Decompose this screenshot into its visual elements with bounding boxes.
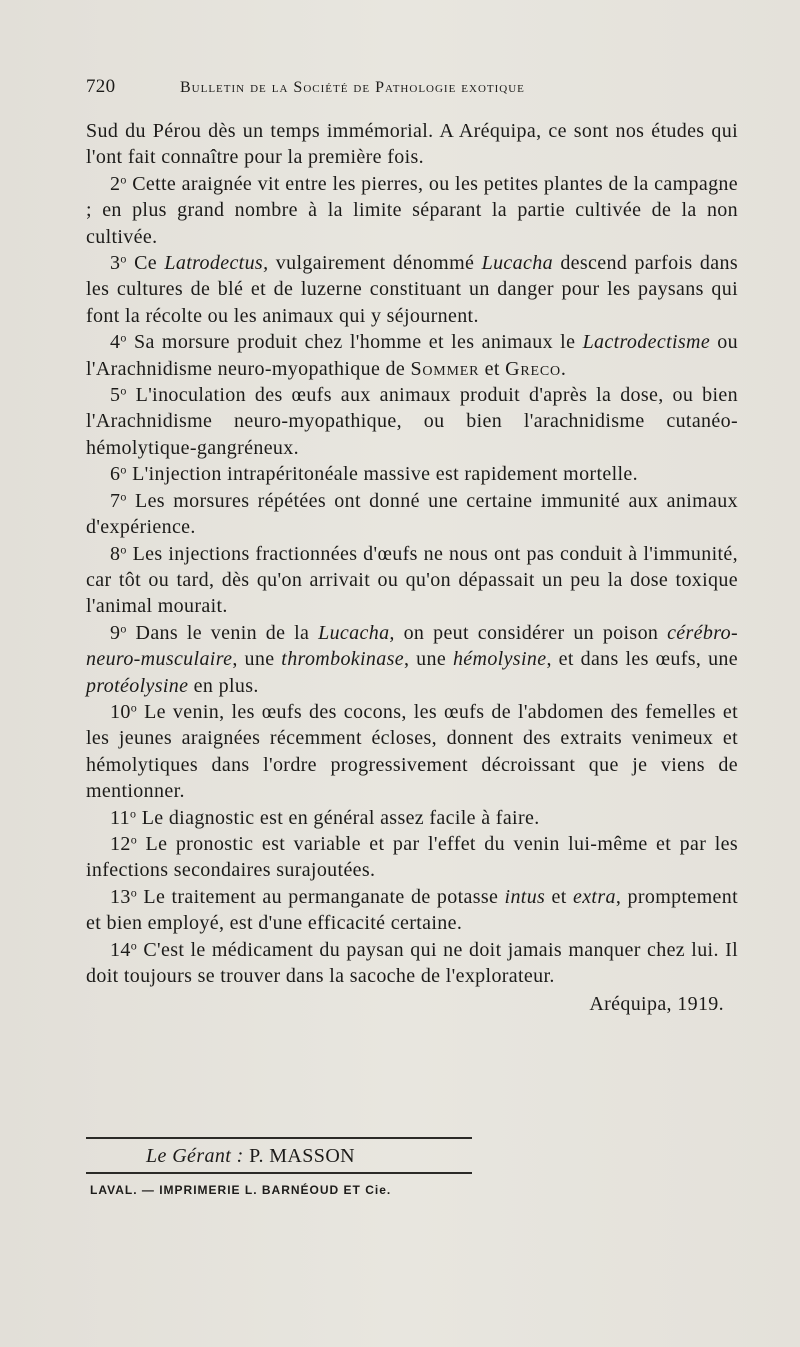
page-number: 720 <box>86 76 116 97</box>
gerant-name: P. MASSON <box>249 1145 356 1167</box>
footer-rule-bottom <box>86 1172 472 1174</box>
printer-imprint: LAVAL. — IMPRIMERIE L. BARNÉOUD ET Cie. <box>90 1183 392 1197</box>
list-item: 4$^o$ Sa morsure produit chez l'homme et les animaux le Lactrodectisme ou l'Arachnidisme neuro-myopathique de Sommer et Greco. <box>86 330 738 380</box>
list-item: 11$^o$ Le diagnostic est en général assez facile à faire. <box>110 805 540 829</box>
footer-rule-top <box>86 1137 472 1139</box>
item-number: 5$^o$ <box>110 383 127 407</box>
page-header <box>86 76 736 106</box>
item-number: 6$^o$ <box>110 462 127 486</box>
item-number: 9$^o$ <box>110 621 127 644</box>
item-number: 11$^o$ <box>110 805 137 829</box>
list-item: 5$^o$ L'inoculation des œufs aux animaux produit d'après la dose, ou bien l'Arachnidisme neuro-myopathique, ou bien l'arachnidisme cutanéo-hémolytique-gangréneux. <box>86 383 738 459</box>
gerant-line <box>146 1145 355 1168</box>
item-number: 10$^o$ <box>110 700 138 723</box>
item-number: 2$^o$ <box>110 172 127 195</box>
continuation-paragraph: Sud du Pérou dès un temps immémorial. A Aréquipa, ce sont nos études qui l'ont fait connaître pour la première fois. <box>86 120 738 169</box>
list-item: 13$^o$ Le traitement au permanganate de potasse intus et extra, promptement et bien employé, est d'une efficacité certaine. <box>86 885 738 935</box>
author-name: Greco <box>505 357 561 380</box>
list-item: 14$^o$ C'est le médicament du paysan qui ne doit jamais manquer chez lui. Il doit toujours se trouver dans la sacoche de l'explorateur. <box>86 938 738 987</box>
running-title: Bulletin de la Société de Pathologie exotique <box>180 79 525 96</box>
item-number: 8$^o$ <box>110 541 127 565</box>
list-item: 8$^o$ Les injections fractionnées d'œufs ne nous ont pas conduit à l'immunité, car tôt ou tard, dès qu'on arrivait ou qu'on dépassait un peu la dose toxique l'animal mourait. <box>86 541 738 618</box>
item-number: 4$^o$ <box>110 330 127 354</box>
dateline: Aréquipa, 1919. <box>589 993 724 1016</box>
list-item: 7$^o$ Les morsures répétées ont donné une certaine immunité aux animaux d'expérience. <box>86 489 738 539</box>
list-item: 3$^o$ Ce Latrodectus, vulgairement dénommé Lucacha descend parfois dans les cultures de blé et de luzerne constituant un danger pour les paysans qui font la récolte ou les animaux qui y séjournent. <box>86 251 738 327</box>
body-text <box>86 118 738 1018</box>
item-number: 13$^o$ <box>110 885 138 908</box>
list-item: 10$^o$ Le venin, les œufs des cocons, les œufs de l'abdomen des femelles et les jeunes araignées récemment écloses, donnent des extraits venimeux et hémolytiques dans l'ordre progressivement décroissant que je viens de mentionner. <box>86 700 739 803</box>
list-item: 2$^o$ Cette araignée vit entre les pierres, ou les petites plantes de la campagne ; en plus grand nombre à la limite séparant la partie cultivée de la non cultivée. <box>86 172 738 248</box>
item-number: 12$^o$ <box>110 832 138 855</box>
list-item: 12$^o$ Le pronostic est variable et par l'effet du venin lui-même et par les infections secondaires surajoutées. <box>86 832 738 882</box>
item-number: 3$^o$ <box>110 251 127 275</box>
author-name: Sommer <box>410 357 480 380</box>
gerant-label: Le Gérant : <box>146 1145 244 1167</box>
item-number: 14$^o$ <box>110 938 138 961</box>
item-number: 7$^o$ <box>110 489 127 512</box>
list-item: 6$^o$ L'injection intrapéritonéale massive est rapidement mortelle. <box>110 462 638 486</box>
list-item: 9$^o$ Dans le venin de la Lucacha, on peut considérer un poison cérébro-neuro-musculaire, une thrombokinase, une hémolysine, et dans les œufs, une protéolysine en plus. <box>86 621 739 697</box>
